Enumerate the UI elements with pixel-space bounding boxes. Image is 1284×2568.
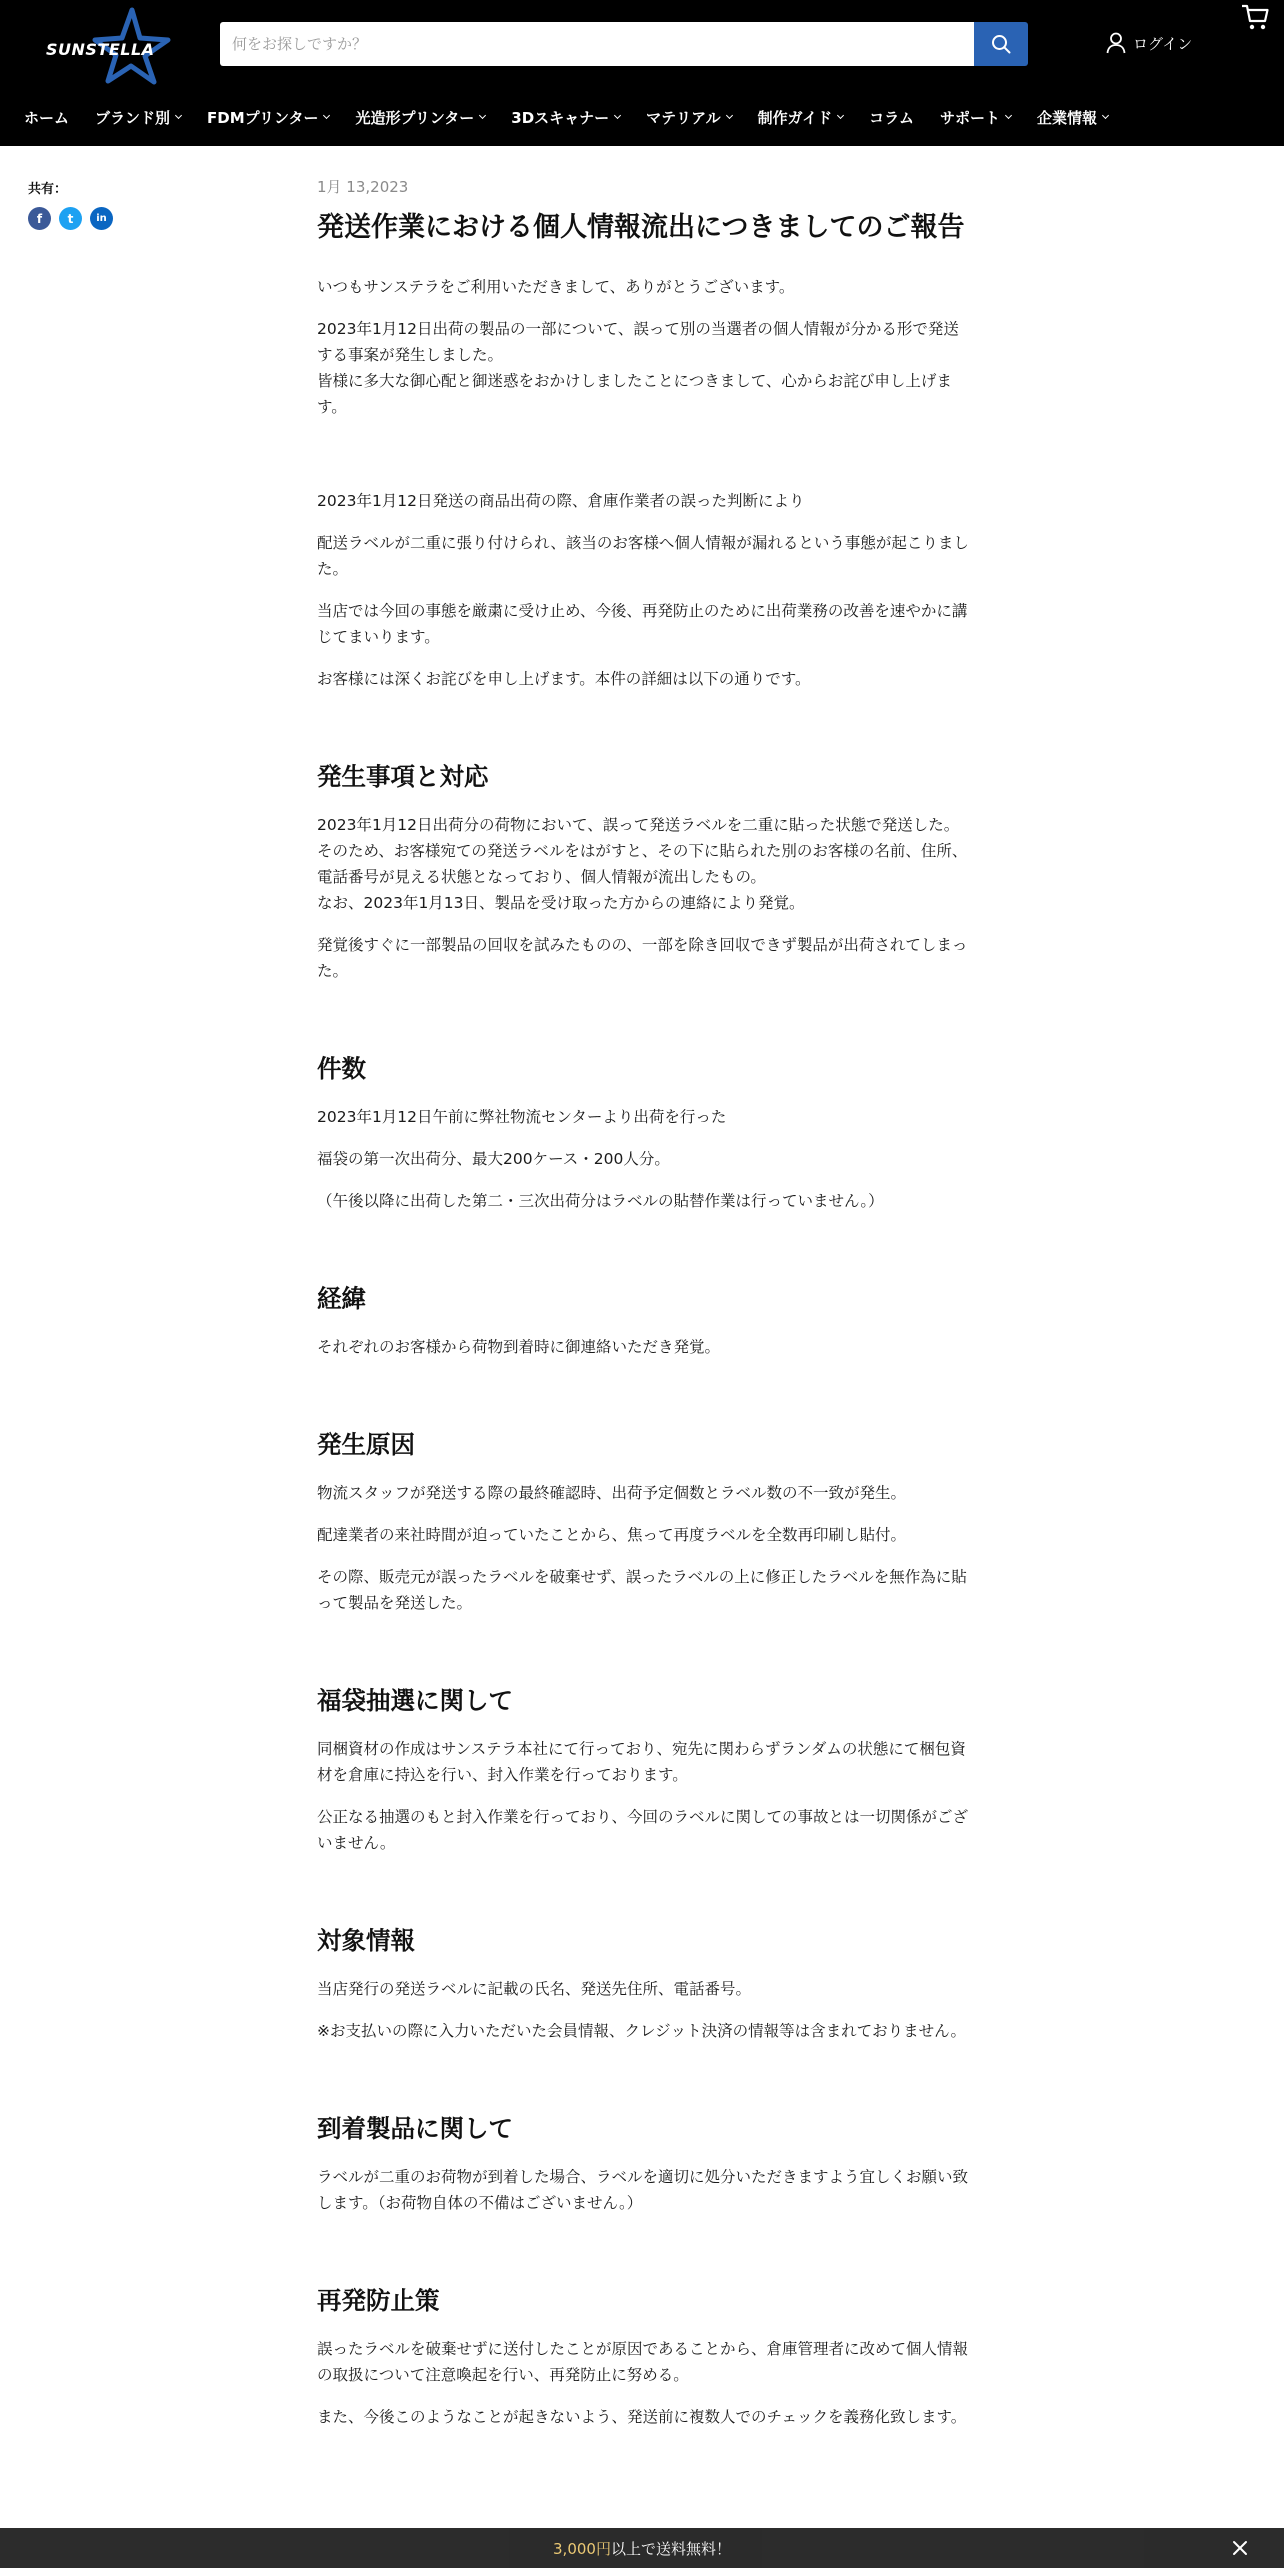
login-label: ログイン xyxy=(1133,34,1193,53)
chevron-down-icon xyxy=(175,112,182,119)
free-shipping-banner xyxy=(0,2528,1284,2568)
nav-item-home[interactable] xyxy=(24,107,69,128)
section-paragraph: 当店発行の発送ラベルに記載の氏名、発送先住所、電話番号。 xyxy=(317,1980,752,1998)
section-paragraph: （午後以降に出荷した第二・三次出荷分はラベルの貼替作業は行っていません。） xyxy=(317,1192,884,1210)
section-paragraph: その際、販売元が誤ったラベルを破棄せず、誤ったラベルの上に修正したラベルを無作為に貼って製品を発送した。 xyxy=(317,1568,967,1612)
search-icon xyxy=(991,34,1011,54)
section-heading: 対象情報 xyxy=(317,1926,415,1955)
section-heading: 再発防止策 xyxy=(317,2286,440,2315)
nav-item-materials[interactable] xyxy=(646,107,731,128)
free-shipping-text: 以上で送料無料！ xyxy=(610,2539,731,2558)
summary-paragraph: 2023年1月12日発送の商品出荷の際、倉庫作業者の誤った判断により xyxy=(317,492,805,510)
article xyxy=(317,176,969,2446)
section-paragraph: ラベルが二重のお荷物が到着した場合、ラベルを適切に処分いただきますよう宜しくお願い致します。（お荷物自体の不備はございません。） xyxy=(317,2168,969,2212)
share-label: 共有： xyxy=(28,182,68,197)
section-paragraph: それぞれのお客様から荷物到着時に御連絡いただき発覚。 xyxy=(317,1338,721,1356)
section-paragraph: 発覚後すぐに一部製品の回収を試みたものの、一部を除き回収できず製品が出荷されてしまった。 xyxy=(317,936,968,980)
section-heading: 発生事項と対応 xyxy=(317,762,489,791)
share-panel xyxy=(28,178,121,230)
chevron-down-icon xyxy=(837,112,844,119)
section-paragraph: 公正なる抽選のもと封入作業を行っており、今回のラベルに関しての事故とは一切関係がございません。 xyxy=(317,1808,969,1852)
section-paragraph: 福袋の第一次出荷分、最大200ケース・200人分。 xyxy=(317,1150,670,1168)
free-shipping-amount: 3,000円 xyxy=(553,2539,611,2558)
nav-label: 企業情報 xyxy=(1037,108,1098,127)
section-paragraph: 誤ったラベルを破棄せずに送付したことが原因であることから、倉庫管理者に改めて個人情報の取扱について注意喚起を行い、再発防止に努める。 xyxy=(317,2340,969,2384)
section-heading: 件数 xyxy=(317,1054,366,1083)
nav-item-support[interactable] xyxy=(940,107,1011,128)
summary-paragraph: 当店では今回の事態を厳粛に受け止め、今後、再発防止のために出荷業務の改善を速やかに講じてまいります。 xyxy=(317,602,968,646)
section-paragraph: 配達業者の来社時間が迫っていたことから、焦って再度ラベルを全数再印刷し貼付。 xyxy=(317,1526,907,1544)
chevron-down-icon xyxy=(1102,112,1109,119)
nav-label: ブランド別 xyxy=(95,108,171,127)
nav-item-fdm-printers[interactable] xyxy=(207,107,329,128)
chevron-down-icon xyxy=(323,112,330,119)
site-header xyxy=(0,0,1284,146)
facebook-icon[interactable]: f xyxy=(28,207,51,230)
section-paragraph: ※お支払いの際に入力いただいた会員情報、クレジット決済の情報等は含まれておりません。 xyxy=(317,2022,967,2040)
section-paragraph: 物流スタッフが発送する際の最終確認時、出荷予定個数とラベル数の不一致が発生。 xyxy=(317,1484,907,1502)
section-heading: 福袋抽選に関して xyxy=(317,1686,513,1715)
main-nav xyxy=(0,100,1134,134)
page-title: 発送作業における個人情報流出につきましてのご報告 xyxy=(317,212,965,243)
nav-label: サポート xyxy=(940,108,1001,127)
search-bar xyxy=(220,22,1028,66)
nav-item-company[interactable] xyxy=(1037,107,1108,128)
section-heading: 経緯 xyxy=(317,1284,366,1313)
summary-paragraph: 配送ラベルが二重に張り付けられ、該当のお客様へ個人情報が漏れるという事態が起こりました。 xyxy=(317,534,969,578)
linkedin-icon[interactable]: in xyxy=(90,207,113,230)
section-paragraph: 2023年1月12日午前に弊社物流センターより出荷を行った xyxy=(317,1108,727,1126)
article-body xyxy=(317,274,969,2430)
section-paragraph: 同梱資材の作成はサンステラ本社にて行っており、宛先に関わらずランダムの状態にて梱包資材を倉庫に持込を行い、封入作業を行っております。 xyxy=(317,1740,966,1784)
nav-label: コラム xyxy=(869,108,914,127)
nav-item-brands[interactable] xyxy=(95,107,181,128)
logo[interactable] xyxy=(40,4,180,86)
nav-item-guide[interactable] xyxy=(758,107,844,128)
nav-label: マテリアル xyxy=(646,108,721,127)
search-button[interactable] xyxy=(974,22,1028,66)
chevron-down-icon xyxy=(479,112,486,119)
chevron-down-icon xyxy=(614,112,621,119)
nav-label: 3Dスキャナー xyxy=(511,108,610,127)
nav-label: 制作ガイド xyxy=(757,108,833,127)
login-link[interactable] xyxy=(1106,30,1192,56)
user-icon xyxy=(1106,32,1126,54)
nav-label: FDMプリンター xyxy=(207,108,319,127)
section-spacer xyxy=(317,436,969,488)
logo-text: SUNSTELLA xyxy=(46,40,155,59)
intro-paragraph: いつもサンステラをご利用いただきまして、ありがとうございます。 xyxy=(317,278,795,296)
close-icon[interactable] xyxy=(1228,2536,1252,2560)
chevron-down-icon xyxy=(726,112,733,119)
twitter-icon[interactable]: t xyxy=(59,207,82,230)
chevron-down-icon xyxy=(1005,112,1012,119)
nav-label: ホーム xyxy=(24,108,70,127)
section-heading: 到着製品に関して xyxy=(317,2114,513,2143)
nav-item-3d-scanners[interactable] xyxy=(511,107,620,128)
section-paragraph: また、今後このようなことが起きないよう、発送前に複数人でのチェックを義務化致します。 xyxy=(317,2408,967,2426)
nav-item-column[interactable] xyxy=(869,107,914,128)
section-heading: 発生原因 xyxy=(317,1430,415,1459)
section-paragraph: 2023年1月12日出荷分の荷物において、誤って発送ラベルを二重に貼った状態で発送した。そのため、お客様宛ての発送ラベルをはがすと、その下に貼られた別のお客様の名前、住所、電話番号が見える状態となっており、個人情報が流出したもの。 なお、2023年1月13日、製品を受け取った方からの連絡により発覚。 xyxy=(317,816,968,912)
nav-item-resin-printers[interactable] xyxy=(355,107,485,128)
share-icons xyxy=(28,207,121,230)
nav-label: 光造形プリンター xyxy=(355,108,475,127)
article-date: 1月 13,2023 xyxy=(317,178,409,196)
cart-button[interactable] xyxy=(1240,2,1270,32)
summary-paragraph: お客様には深くお詫びを申し上げます。本件の詳細は以下の通りです。 xyxy=(317,670,811,688)
cart-icon xyxy=(1240,2,1270,32)
intro-paragraph: 2023年1月12日出荷の製品の一部について、誤って別の当選者の個人情報が分かる形で発送する事案が発生しました。 皆様に多大な御心配と御迷惑をおかけしましたことにつきまして、心からお詫び申し上げます。 xyxy=(317,320,959,416)
search-input[interactable] xyxy=(220,22,974,66)
